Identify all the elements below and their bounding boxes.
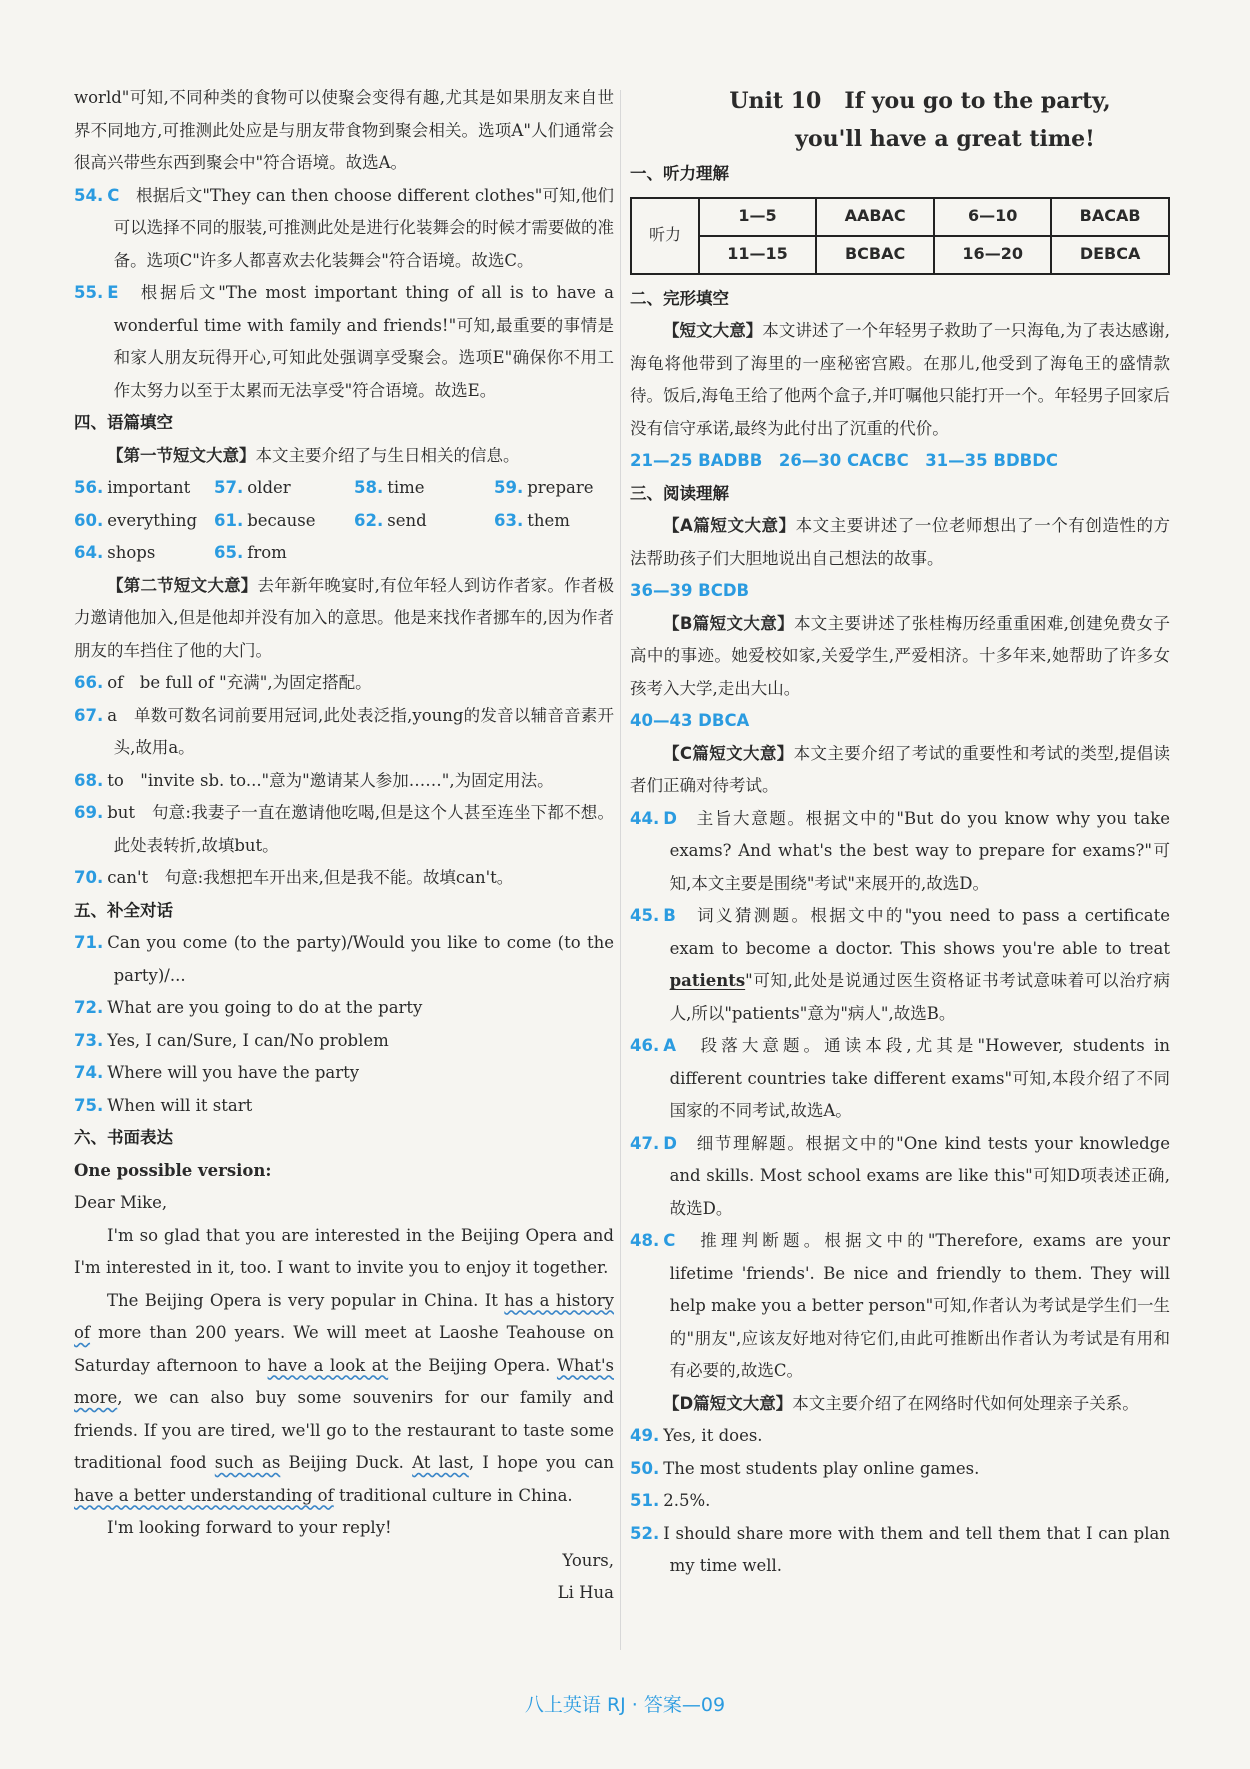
answer-47: 47. D 细节理解题。根据文中的"One kind tests your knowledge and skills. Most school exams are like this"可知D项表述正确,故选D。: [630, 1133, 1171, 1218]
phrase-highlight: What's more: [74, 1355, 614, 1407]
answer-75: 75. When will it start: [74, 1095, 253, 1115]
answer-50: 50. The most students play online games.: [630, 1458, 980, 1478]
letter-closing: Yours,: [562, 1550, 614, 1570]
section-heading-4: 四、语篇填空: [74, 413, 173, 432]
unit-title-line-2: you'll have a great time!: [795, 126, 1095, 152]
letter-paragraph-2: The Beijing Opera is very popular in China. It has a history of more than 200 years. We will meet at Laoshe Teahouse on Saturday afternoon to have a look at the Beijing Opera. What's more, we can also buy some souvenirs for our family and friends. If you are tired, we'll go to the restaurant to taste some traditional food such as Beijing Duck. At last, I hope you can have a better understanding of traditional culture in China.: [74, 1290, 615, 1505]
reading-a-answers: 36—39 BCDB: [630, 581, 750, 600]
answer-53-tail: world"可知,不同种类的食物可以使聚会变得有趣,尤其是如果朋友来自世界不同地方,可推测此处应是与朋友带食物到聚会相关。选项A"人们通常会很高兴带些东西到聚会中"符合语境。故选A。: [74, 88, 614, 172]
answer-48: 48. C 推理判断题。根据文中的"Therefore, exams are your lifetime 'friends'. Be nice and friendly to them. They will help make you a better person"可知,作者认为考试是学生们一生的"朋友",应该友好地对待它们,由此可推断出作者认为考试是有用和有必要的,故选C。: [630, 1231, 1171, 1380]
table-label: 听力: [631, 198, 699, 274]
answer-54: 54. C 根据后文"They can then choose different clothes"可知,他们可以选择不同的服装,可推测此处是进行化装舞会的时候才需要做的准备。选项C"许多人都喜欢去化装舞会"符合语境。故选C。: [74, 185, 615, 270]
fill-item: 58. time: [354, 478, 425, 497]
fill-item: 57. older: [214, 478, 291, 497]
reading-d-summary: 【D篇短文大意】本文主要介绍了在网络时代如何处理亲子关系。: [663, 1393, 1139, 1413]
section-heading-3: 三、阅读理解: [630, 483, 729, 503]
table-cell: 11—15: [699, 236, 816, 274]
letter-paragraph-1: I'm so glad that you are interested in the Beijing Opera and I'm interested in it, too. I want to invite you to enjoy it together.: [74, 1225, 614, 1277]
table-cell: DEBCA: [1051, 236, 1169, 274]
fill-item: 65. from: [214, 543, 287, 562]
answer-46: 46. A 段落大意题。通读本段,尤其是"However, students in different countries take different exams"可知,本段介绍了不同国家的不同考试,故选A。: [630, 1036, 1171, 1120]
phrase-highlight: have a better understanding of: [74, 1485, 334, 1505]
fill-item: 60. everything: [74, 510, 198, 530]
left-column: [74, 82, 614, 1610]
letter-salutation: Dear Mike,: [74, 1193, 168, 1212]
underlined-word: patients: [669, 971, 746, 990]
fill-item: 63. them: [494, 510, 570, 530]
section-heading-5: 五、补全对话: [74, 900, 173, 920]
answer-51: 51. 2.5%.: [630, 1491, 711, 1510]
section-heading-2: 二、完形填空: [630, 288, 729, 308]
page-footer: 八上英语 RJ · 答案—09: [524, 1694, 726, 1716]
answer-73: 73. Yes, I can/Sure, I can/No problem: [74, 1030, 389, 1050]
fill-item: 56. important: [74, 478, 191, 497]
column-divider: [620, 90, 621, 1650]
answer-55: 55. E 根据后文"The most important thing of all is to have a wonderful time with family and friends!"可知,最重要的事情是和家人朋友玩得开心,可知此处强调享受聚会。选项E"确保你不用工作太努力以至于太累而无法享受"符合语境。故选E。: [74, 283, 614, 400]
cloze-answers: 21—25 BADBB 26—30 CACBC 31—35 BDBDC: [630, 451, 1059, 470]
table-cell: 6—10: [934, 198, 1051, 236]
reading-b-summary: 【B篇短文大意】本文主要讲述了张桂梅历经重重困难,创建免费女子高中的事迹。她爱校如家,关爱学生,严爱相济。十多年来,她帮助了许多女孩考入大学,走出大山。: [630, 613, 1171, 698]
answer-69: 69. but 句意:我妻子一直在邀请他吃喝,但是这个人甚至连坐下都不想。此处表转折,故填but。: [74, 803, 614, 855]
unit-title: Unit 10 If you go to the party,: [729, 88, 1111, 114]
version-label: One possible version:: [74, 1160, 272, 1180]
table-cell: BCBAC: [816, 236, 934, 274]
answer-74: 74. Where will you have the party: [74, 1063, 360, 1082]
answer-67: 67. a 单数可数名词前要用冠词,此处表泛指,young的发音以辅音音素开头,故用a。: [74, 705, 614, 757]
answer-71: 71. Can you come (to the party)/Would you like to come (to the party)/...: [74, 933, 614, 985]
reading-c-summary: 【C篇短文大意】本文主要介绍了考试的重要性和考试的类型,提倡读者们正确对待考试。: [630, 743, 1171, 795]
cloze-summary: 【短文大意】本文讲述了一个年轻男子救助了一只海龟,为了表达感谢,海龟将他带到了海里的一座秘密宫殿。在那儿,他受到了海龟王的盛情款待。饭后,海龟王给了他两个盒子,并叮嘱他只能打开一个。年轻男子回家后没有信守承诺,最终为此付出了沉重的代价。: [630, 321, 1170, 438]
letter-signature: Li Hua: [557, 1583, 614, 1602]
phrase-highlight: have a look at: [267, 1355, 389, 1375]
answer-70: 70. can't 句意:我想把车开出来,但是我不能。故填can't。: [74, 868, 514, 887]
answer-52: 52. I should share more with them and tell them that I can plan my time well.: [630, 1523, 1170, 1575]
fill-item: 62. send: [354, 510, 427, 530]
answer-68: 68. to "invite sb. to..."意为"邀请某人参加……",为固定用法。: [74, 770, 554, 790]
letter-paragraph-3: I'm looking forward to your reply!: [107, 1518, 392, 1537]
table-cell: BACAB: [1051, 198, 1169, 236]
fill-item: 64. shops: [74, 543, 156, 562]
answer-45: 45. B 词义猜测题。根据文中的"you need to pass a certificate exam to become a doctor. This shows you're able to treat patients"可知,此处是说通过医生资格证书考试意味着可以治疗病人,所以"patients"意为"病人",故选B。: [630, 906, 1170, 1023]
phrase-highlight: has a history of: [74, 1290, 614, 1342]
fill-blank-answers: [74, 472, 614, 570]
answer-72: 72. What are you going to do at the party: [74, 998, 423, 1017]
answer-66: 66. of be full of "充满",为固定搭配。: [74, 673, 372, 692]
summary-section-1: 【第一节短文大意】本文主要介绍了与生日相关的信息。: [107, 445, 520, 465]
table-cell: 1—5: [699, 198, 816, 236]
table-cell: AABAC: [816, 198, 934, 236]
section-heading-6: 六、书面表达: [74, 1128, 173, 1147]
table-row: [631, 198, 1169, 236]
table-cell: 16—20: [934, 236, 1051, 274]
right-column: [630, 82, 1170, 1583]
summary-section-2: 【第二节短文大意】去年新年晚宴时,有位年轻人到访作者家。作者极力邀请他加入,但是他却并没有加入的意思。他是来找作者挪车的,因为作者朋友的车挡住了他的大门。: [74, 575, 615, 660]
answer-44: 44. D 主旨大意题。根据文中的"But do you know why you take exams? And what's the best way to prepare for exams?"可知,本文主要是围绕"考试"来展开的,故选D。: [630, 808, 1171, 893]
reading-a-summary: 【A篇短文大意】本文主要讲述了一位老师想出了一个有创造性的方法帮助孩子们大胆地说出自己想法的故事。: [630, 516, 1170, 568]
reading-b-answers: 40—43 DBCA: [630, 711, 750, 730]
section-heading-1: 一、听力理解: [630, 164, 729, 183]
phrase-highlight: such as: [214, 1453, 281, 1472]
listening-answer-table: [630, 197, 1170, 275]
fill-item: 59. prepare: [494, 478, 594, 497]
answer-49: 49. Yes, it does.: [630, 1426, 763, 1445]
table-row: [631, 236, 1169, 274]
fill-item: 61. because: [214, 510, 316, 530]
phrase-highlight: At last: [412, 1453, 469, 1472]
